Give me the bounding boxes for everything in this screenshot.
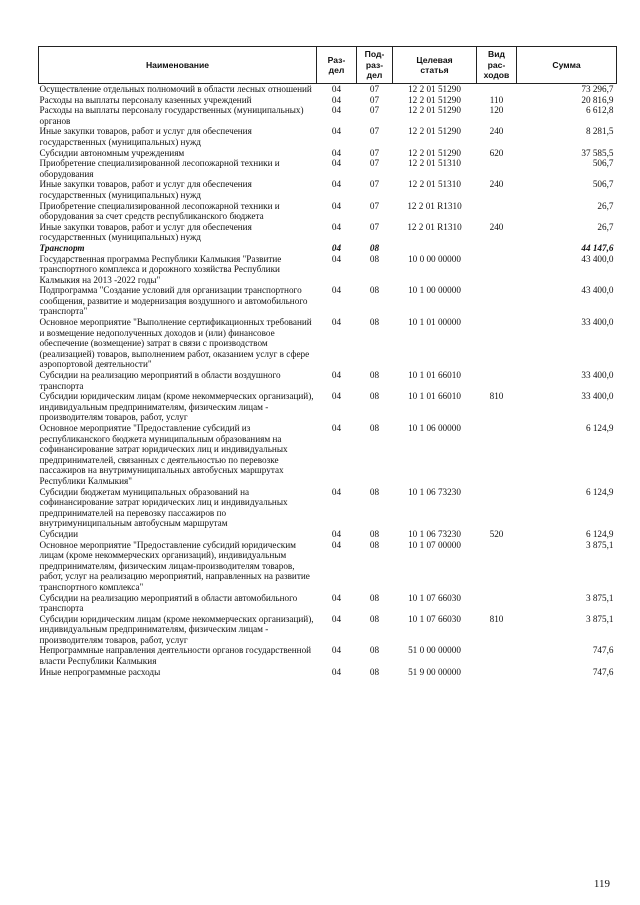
table-row [39,667,617,678]
row-celevaya-statya: 10 1 01 66010 [408,391,461,402]
row-razdel: 04 [331,666,342,677]
row-podrazdel: 08 [369,253,380,264]
row-celevaya-statya: 12 2 01 R1310 [407,221,462,232]
header-celevaya-statya: Целевая статья [393,47,477,84]
row-summa: 3 875,1 [585,539,614,550]
row-razdel: 04 [331,592,342,603]
row-razdel: 04 [331,105,342,116]
row-razdel: 04 [331,423,342,433]
table-row [39,105,617,126]
table-row [39,222,617,243]
row-vid-rashodov [477,201,517,222]
row-podrazdel: 08 [369,486,380,497]
row-vid-rashodov [477,667,517,678]
table-header-row [39,47,617,84]
row-razdel: 04 [331,126,342,137]
row-celevaya-statya: 10 1 00 00000 [408,285,461,296]
row-name: Приобретение специализированной лесопожарной техники и оборудования за счет средств республиканского бюджета [39,200,280,222]
table-row [39,158,617,179]
row-podrazdel: 07 [369,221,380,232]
row-vid-rashodov: 110 [489,94,504,105]
row-name: Основное мероприятие "Предоставление субсидий юридическим лицам (кроме некоммерческих организаций), индивидуальным предпринимателям, физическим лицам-производителям товаров, работ, услуг на реализацию мероприятий, направленных на развитие транспортного комплекса" [39,539,310,592]
table-row [39,370,617,391]
row-name: Иные закупки товаров, работ и услуг для обеспечения государственных (муниципальных) нужд [39,221,252,243]
row-vid-rashodov: 810 [489,613,504,624]
row-razdel: 04 [331,370,342,381]
table-row [39,179,617,200]
row-vid-rashodov [477,645,517,666]
table-row [39,423,617,487]
row-vid-rashodov [477,593,517,614]
row-razdel: 04 [331,645,342,656]
table-row [39,126,617,147]
row-podrazdel: 07 [369,200,380,211]
table-row [39,317,617,370]
row-razdel: 04 [331,317,342,328]
table-row [39,614,617,646]
row-razdel: 04 [331,158,342,169]
row-name: Расходы на выплаты персоналу казенных учреждений [39,94,252,105]
row-celevaya-statya: 10 1 01 66010 [408,370,461,381]
row-podrazdel: 08 [369,317,380,328]
row-name: Основное мероприятие "Предоставление субсидий из республиканского бюджета муниципальным образованиям на софинансирование затрат юридических лиц и индивидуальных предпринимателей, связанных с деятельностью по перевозке пассажиров на внутримуниципальных автобусных маршрутах Республики Калмыкия" [39,423,288,486]
row-vid-rashodov: 810 [489,391,504,402]
header-vid-rashodov: Вид рас- ходов [477,47,517,84]
row-celevaya-statya: 10 1 06 73230 [408,528,461,539]
row-podrazdel: 08 [369,666,380,677]
row-podrazdel: 08 [369,285,380,296]
row-summa: 747,6 [592,645,614,656]
table-row [39,201,617,222]
row-name: Субсидии автономным учреждениям [39,147,185,158]
budget-page [38,46,616,677]
row-podrazdel: 08 [369,423,380,433]
row-vid-rashodov [477,370,517,391]
row-name: Иные непрограммные расходы [39,666,161,677]
row-podrazdel: 07 [369,126,380,137]
row-vid-rashodov: 240 [489,179,504,190]
row-celevaya-statya: 10 1 07 66030 [408,613,461,624]
row-razdel: 04 [331,200,342,211]
table-row [39,487,617,529]
table-row [39,95,617,106]
row-vid-rashodov [477,317,517,370]
row-summa: 6 612,8 [585,105,614,116]
row-celevaya-statya: 10 1 01 00000 [408,317,461,328]
row-summa: 20 816,9 [581,94,614,105]
row-celevaya-statya: 12 2 01 51290 [408,105,461,116]
row-razdel: 04 [331,285,342,296]
row-vid-rashodov: 520 [489,528,504,539]
row-summa: 33 400,0 [581,317,614,328]
table-row [39,540,617,593]
row-vid-rashodov: 240 [489,126,504,137]
row-name: Иные закупки товаров, работ и услуг для обеспечения государственных (муниципальных) нужд [39,126,252,147]
header-name: Наименование [39,47,317,84]
table-row [39,391,617,423]
row-vid-rashodov [477,423,517,487]
row-name: Иные закупки товаров, работ и услуг для обеспечения государственных (муниципальных) нужд [39,179,252,200]
row-razdel: 04 [331,528,342,539]
row-celevaya-statya: 10 1 06 00000 [408,423,461,433]
header-summa: Сумма [517,47,617,84]
row-summa: 747,6 [592,666,614,677]
row-name: Субсидии бюджетам муниципальных образований на софинансирование затрат юридических лиц и индивидуальных предпринимателей на перевозку пассажиров по внутримуниципальным автобусным маршрутам [39,486,288,529]
table-row [39,285,617,317]
row-summa: 43 400,0 [581,285,614,296]
row-razdel: 04 [331,221,342,232]
row-name: Субсидии на реализацию мероприятий в области воздушного транспорта [39,370,281,391]
row-name: Непрограммные направления деятельности органов государственной власти Республики Калмыкия [39,645,312,667]
row-summa: 6 124,9 [585,486,614,497]
row-vid-rashodov [477,487,517,529]
row-razdel: 04 [331,253,342,264]
row-celevaya-statya: 12 2 01 51310 [408,179,461,190]
row-razdel: 04 [331,539,342,550]
row-name: Приобретение специализированной лесопожарной техники и оборудования [39,158,280,179]
row-name: Государственная программа Республики Калмыкия "Развитие транспортного комплекса и дорожного хозяйства Республики Калмыкия на 2013 -2022 годы" [39,253,282,285]
page-number: 119 [593,878,610,890]
row-summa: 73 296,7 [581,84,614,94]
row-podrazdel: 08 [369,242,380,253]
row-vid-rashodov [477,243,517,254]
row-celevaya-statya: 12 2 01 51290 [408,94,461,105]
row-vid-rashodov [477,158,517,179]
row-razdel: 04 [331,613,342,624]
row-podrazdel: 08 [369,645,380,656]
row-summa: 44 147,6 [581,242,614,253]
row-name: Субсидии юридическим лицам (кроме некоммерческих организаций), индивидуальным предпринимателям, физическим лицам - производителям товаров, работ, услуг [39,613,314,645]
row-celevaya-statya: 12 2 01 51290 [408,147,461,158]
header-podrazdel: Под- раз- дел [357,47,393,84]
row-vid-rashodov [477,285,517,317]
row-vid-rashodov: 240 [489,221,504,232]
row-celevaya-statya: 51 9 00 00000 [408,666,461,677]
row-celevaya-statya: 12 2 01 51290 [408,84,461,94]
row-summa: 506,7 [592,158,614,169]
row-summa: 26,7 [597,200,614,211]
row-summa: 33 400,0 [581,370,614,381]
row-celevaya-statya: 12 2 01 51310 [408,158,461,169]
row-name: Подпрограмма "Создание условий для организации транспортного сообщения, развитие и модернизация воздушного и автомобильного транспорта" [39,285,308,317]
table-row [39,254,617,286]
row-summa: 6 124,9 [585,528,614,539]
row-razdel: 04 [331,147,342,158]
row-razdel: 04 [331,486,342,497]
row-razdel: 04 [331,391,342,402]
row-name: Субсидии [39,528,79,539]
row-summa: 3 875,1 [585,613,614,624]
row-celevaya-statya: 10 0 00 00000 [408,253,461,264]
row-summa: 6 124,9 [585,423,614,433]
row-celevaya-statya: 12 2 01 R1310 [407,200,462,211]
row-celevaya-statya: 10 1 06 73230 [408,486,461,497]
row-name: Транспорт [39,242,85,253]
row-summa: 3 875,1 [585,592,614,603]
row-podrazdel: 07 [369,94,380,105]
row-celevaya-statya: 10 1 07 00000 [408,539,461,550]
row-vid-rashodov: 120 [489,105,504,116]
header-razdel: Раз- дел [317,47,357,84]
row-vid-rashodov: 620 [489,147,504,158]
row-summa: 43 400,0 [581,253,614,264]
row-razdel: 04 [331,242,342,253]
row-podrazdel: 07 [369,179,380,190]
row-summa: 506,7 [592,179,614,190]
row-name: Расходы на выплаты персоналу государственных (муниципальных) органов [39,105,304,126]
row-podrazdel: 08 [369,539,380,550]
row-summa: 26,7 [597,221,614,232]
row-vid-rashodov [477,84,517,95]
row-razdel: 04 [331,179,342,190]
row-vid-rashodov [477,254,517,286]
row-podrazdel: 08 [369,391,380,402]
row-podrazdel: 08 [369,370,380,381]
row-summa: 33 400,0 [581,391,614,402]
table-row [39,529,617,540]
row-podrazdel: 08 [369,592,380,603]
row-podrazdel: 07 [369,84,380,94]
table-row [39,148,617,159]
row-celevaya-statya: 12 2 01 51290 [408,126,461,137]
row-razdel: 04 [331,84,342,94]
row-name: Субсидии на реализацию мероприятий в области автомобильного транспорта [39,592,298,614]
row-celevaya-statya [393,243,477,254]
row-razdel: 04 [331,94,342,105]
row-celevaya-statya: 51 0 00 00000 [408,645,461,656]
row-podrazdel: 07 [369,147,380,158]
row-podrazdel: 08 [369,528,380,539]
row-name: Основное мероприятие "Выполнение сертификационных требований и возмещение недополученных доходов и (или) финансовое обеспечение (возмещение) затрат в связи с производством (реализацией) товаров, выполнением работ, оказанием услуг в сфере аэропортовой деятельности" [39,317,312,370]
table-row [39,593,617,614]
row-vid-rashodov [477,540,517,593]
row-podrazdel: 07 [369,158,380,169]
budget-table [38,46,617,677]
row-summa: 8 281,5 [585,126,614,137]
table-row [39,645,617,666]
row-name: Осуществление отдельных полномочий в области лесных отношений [39,84,312,94]
row-summa: 37 585,5 [581,147,614,158]
row-celevaya-statya: 10 1 07 66030 [408,592,461,603]
row-name: Субсидии юридическим лицам (кроме некоммерческих организаций), индивидуальным предпринимателям, физическим лицам - производителям товаров, работ, услуг [39,391,314,423]
table-row [39,84,617,95]
row-podrazdel: 07 [369,105,380,116]
table-row [39,243,617,254]
row-podrazdel: 08 [369,613,380,624]
